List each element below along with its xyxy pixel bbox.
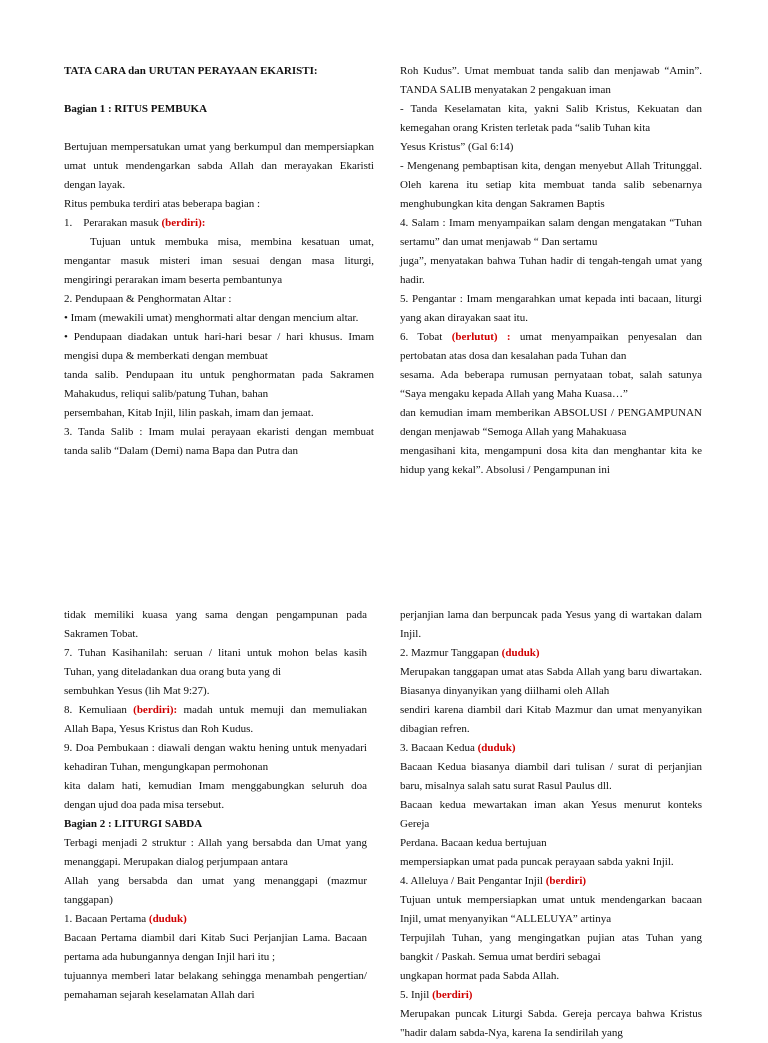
paragraph-line: kehadiran Tuhan, mengungkapan permohonan (64, 761, 269, 773)
paragraph-line: bangkit / Paskah. Semua umat berdiri sebagai (400, 951, 601, 963)
list-item-pengantar: 5. Pengantar : Imam mengarahkan umat kepada inti bacaan, liturgi (400, 293, 702, 305)
posture-tag: (berdiri) (432, 989, 473, 1001)
list-item-tanda-salib: 3. Tanda Salib : Imam mulai perayaan ekaristi dengan membuat (64, 426, 374, 438)
posture-tag: (berlutut) : (451, 331, 511, 343)
page1-right-column (400, 62, 702, 480)
list-item-text: umat menyampaikan penyesalan dan (510, 331, 702, 343)
paragraph-line: menghubungkan kita dengan Sakramen Baptis (400, 198, 605, 210)
paragraph-line: mempersiapkan umat pada puncak perayaan sabda yakni Injil. (400, 856, 674, 868)
paragraph-line: mengantar masuk misteri iman sesuai dengan masa liturgi, (64, 255, 374, 267)
paragraph-line: tanda salib. Pendupaan itu untuk penghormatan pada Sakramen (64, 369, 374, 381)
paragraph-line: sendiri karena diambil dari Kitab Mazmur dan umat menyanyikan (400, 704, 702, 716)
paragraph-line: Bacaan Pertama diambil dari Kitab Suci Perjanjian Lama. Bacaan (64, 932, 367, 944)
paragraph-line: tujuannya memberi latar belakang sehingga menambah pengertian/ (64, 970, 367, 982)
paragraph-line: pemahaman sejarah keselamatan Allah dari (64, 989, 255, 1001)
bullet-line: • Pendupaan diadakan untuk hari-hari besar / hari khusus. Imam (64, 331, 374, 343)
paragraph-line: - Mengenang pembaptisan kita, dengan menyebut Allah Tritunggal. (400, 160, 702, 172)
paragraph-line: Bacaan Kedua biasanya diambil dari tulisan / surat di perjanjian (400, 761, 702, 773)
paragraph-line: Sakramen Tobat. (64, 628, 139, 640)
list-item-doa-pembukaan: 9. Doa Pembukaan : diawali dengan waktu hening untuk menyadari (64, 742, 367, 754)
section-heading-ritus-pembuka: Bagian 1 : RITUS PEMBUKA (64, 103, 208, 115)
paragraph-line: dengan layak. (64, 179, 126, 191)
paragraph-line: Ritus pembuka terdiri atas beberapa bagian : (64, 198, 261, 210)
list-item-label: 3. Bacaan Kedua (400, 742, 478, 754)
paragraph-line: Terpujilah Tuhan, yang mengingatkan pujian atas Tuhan yang (400, 932, 702, 944)
list-item-bacaan-kedua (400, 739, 702, 758)
paragraph-line: baru, misalnya salah satu surat Rasul Paulus dll. (400, 780, 612, 792)
list-item-salam: 4. Salam : Imam menyampaikan salam dengan mengatakan “Tuhan (400, 217, 702, 229)
paragraph-line: sertamu” dan umat menjawab “ Dan sertamu (400, 236, 598, 248)
list-item-alleluya (400, 872, 702, 891)
paragraph-line: menanggapi. Merupakan dialog perjumpaan antara (64, 856, 288, 868)
paragraph-line: dibagian refren. (400, 723, 470, 735)
paragraph-line: TANDA SALIB menyatakan 2 pengakuan iman (400, 84, 611, 96)
page1-left-column (64, 62, 374, 461)
paragraph-line: perjanjian lama dan berpuncak pada Yesus yang di wartakan dalam (400, 609, 702, 621)
list-item-label: 5. Injil (400, 989, 433, 1001)
paragraph-line: Allah Bapa, Yesus Kristus dan Roh Kudus. (64, 723, 254, 735)
paragraph-line: pertobatan atas dosa dan kesalahan pada Tuhan dan (400, 350, 627, 362)
paragraph-line: Bertujuan mempersatukan umat yang berkumpul dan mempersiapkan (64, 141, 374, 153)
list-item-tobat (400, 328, 702, 347)
posture-tag: (berdiri) (545, 875, 587, 887)
paragraph-line: Terbagi menjadi 2 struktur : Allah yang bersabda dan Umat yang (64, 837, 367, 849)
paragraph-line: umat untuk mendengarkan sabda Allah dan merayakan Ekaristi (64, 160, 374, 172)
page2-right-column (400, 606, 702, 1043)
paragraph-line: Tuhan, yang diteladankan dua orang buta yang di (64, 666, 282, 678)
list-item-label: 2. Mazmur Tanggapan (400, 647, 502, 659)
posture-tag: (berdiri): (161, 217, 206, 229)
posture-tag: (duduk) (148, 913, 187, 925)
paragraph-line: ungkapan hormat pada Sabda Allah. (400, 970, 560, 982)
paragraph-line: "hadir dalam sabda-Nya, karena Ia sendirilah yang (400, 1027, 623, 1039)
paragraph-line: Tujuan untuk membuka misa, membina kesatuan umat, (90, 236, 374, 248)
paragraph-line: Bacaan kedua mewartakan iman akan Yesus menurut konteks Gereja (400, 799, 702, 830)
paragraph-line: dan kemudian imam memberikan ABSOLUSI / PENGAMPUNAN (400, 407, 702, 419)
paragraph-line: yang akan dirayakan saat itu. (400, 312, 528, 324)
paragraph-line: mengiringi perarakan imam beserta pembantunya (64, 274, 283, 286)
paragraph-line: dengan menjawab “Semoga Allah yang Mahakuasa (400, 426, 627, 438)
page2-left-column (64, 606, 367, 1005)
list-item-kemuliaan (64, 701, 367, 720)
list-item-label: Perarakan masuk (83, 217, 162, 229)
paragraph-line: tidak memiliki kuasa yang sama dengan pengampunan pada (64, 609, 367, 621)
paragraph-line: persembahan, Kitab Injil, lilin paskah, imam dan jemaat. (64, 407, 314, 419)
paragraph-line: Tujuan untuk mempersiapkan umat untuk mendengarkan bacaan (400, 894, 702, 906)
list-item-bacaan-pertama (64, 910, 367, 929)
paragraph-line: Injil, umat menyanyikan “ALLELUYA” artinya (400, 913, 612, 925)
list-item-text: madah untuk memuji dan memuliakan (177, 704, 367, 716)
paragraph-line: - Tanda Keselamatan kita, yakni Salib Kristus, Kekuatan dan (400, 103, 702, 115)
paragraph-line: Merupakan puncak Liturgi Sabda. Gereja percaya bahwa Kristus (400, 1008, 702, 1020)
paragraph-line: tanda salib “Dalam (Demi) nama Bapa dan Putra dan (64, 445, 298, 457)
paragraph-line: juga”, menyatakan bahwa Tuhan hadir di tengah-tengah umat yang (400, 255, 702, 267)
list-item-label: 8. Kemuliaan (64, 704, 134, 716)
paragraph-line: hidup yang kekal”. Absolusi / Pengampunan ini (400, 464, 610, 476)
paragraph-line: pertama ada hubungannya dengan Injil hari itu ; (64, 951, 276, 963)
list-item-tuhan-kasihanilah: 7. Tuhan Kasihanilah: seruan / litani untuk mohon belas kasih (64, 647, 367, 659)
list-item-label: 1. Bacaan Pertama (64, 913, 149, 925)
paragraph-line: hadir. (400, 274, 425, 286)
paragraph-line: sembuhkan Yesus (lih Mat 9:27). (64, 685, 210, 697)
paragraph-line: sesama. Ada beberapa rumusan pernyataan tobat, salah satunya (400, 369, 702, 381)
list-item-perarakan (64, 214, 374, 233)
document-title: TATA CARA dan URUTAN PERAYAAN EKARISTI: (64, 65, 318, 77)
paragraph-line: Oleh karena itu setiap kita membuat tanda salib sebenarnya (400, 179, 702, 191)
posture-tag: (berdiri): (133, 704, 178, 716)
paragraph-line: Biasanya dinyanyikan yang diilhami oleh Allah (400, 685, 610, 697)
paragraph-line: mengisi dupa & memberkati dengan membuat (64, 350, 268, 362)
list-item-pendupaan: 2. Pendupaan & Penghormatan Altar : (64, 293, 232, 305)
paragraph-line: kemegahan orang Kristen terletak pada “salib Tuhan kita (400, 122, 651, 134)
paragraph-line: “Saya mengaku kepada Allah yang Maha Kuasa…” (400, 388, 628, 400)
list-item-label: 6. Tobat (400, 331, 452, 343)
bullet-line: • Imam (mewakili umat) menghormati altar dengan mencium altar. (64, 312, 359, 324)
paragraph-line: Mahakudus, reliqui salib/patung Tuhan, bahan (64, 388, 269, 400)
paragraph-line: mengasihani kita, mengampuni dosa kita dan menghantar kita ke (400, 445, 702, 457)
paragraph-line: kita dalam hati, kemudian Imam menggabungkan seluruh doa (64, 780, 367, 792)
paragraph-line: Yesus Kristus” (Gal 6:14) (400, 141, 514, 153)
paragraph-line: Roh Kudus”. Umat membuat tanda salib dan menjawab “Amin”. (400, 65, 702, 77)
posture-tag: (duduk) (501, 647, 540, 659)
paragraph-line: Injil. (400, 628, 422, 640)
paragraph-line: Perdana. Bacaan kedua bertujuan (400, 837, 547, 849)
list-item-label: 4. Alleluya / Bait Pengantar Injil (400, 875, 546, 887)
paragraph-line: Merupakan tanggapan umat atas Sabda Allah yang baru diwartakan. (400, 666, 702, 678)
posture-tag: (duduk) (477, 742, 516, 754)
paragraph-line: Allah yang bersabda dan umat yang menanggapi (mazmur (64, 875, 367, 887)
list-item-injil (400, 986, 702, 1005)
paragraph-line: dengan ujud doa pada misa tersebut. (64, 799, 225, 811)
paragraph-line: tanggapan) (64, 894, 113, 906)
section-heading-liturgi-sabda: Bagian 2 : LITURGI SABDA (64, 818, 203, 830)
list-item-mazmur-tanggapan (400, 644, 702, 663)
list-number: 1. (64, 217, 73, 229)
